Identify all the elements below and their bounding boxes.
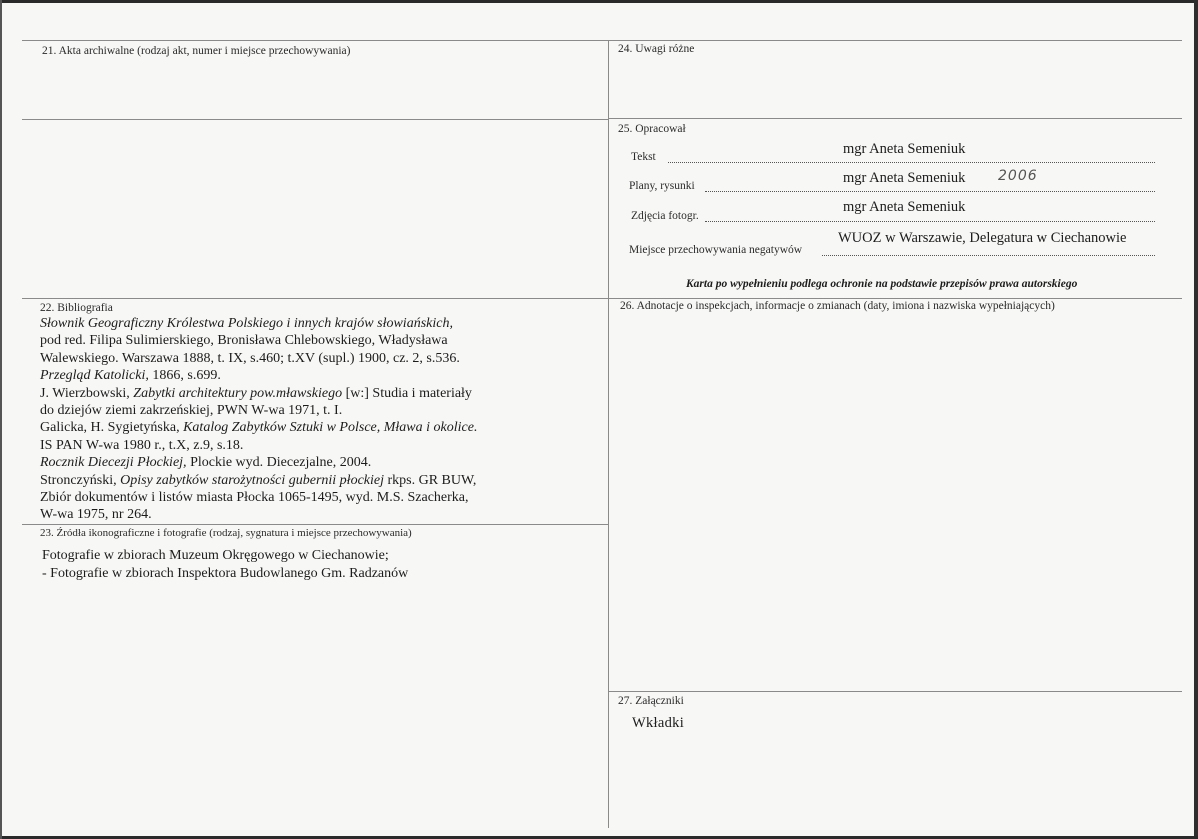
author-photos-label: Zdjęcia fotogr. (631, 210, 699, 222)
author-plans-label: Plany, rysunki (629, 180, 695, 192)
section-21-label: 21. Akta archiwalne (rodzaj akt, numer i miejsce przechowywania) (42, 45, 351, 57)
bib-rest: [w:] Studia i materiały (342, 385, 472, 401)
scan-edge-right (1194, 0, 1198, 839)
bibliography-line (40, 332, 600, 349)
bibliography-line (40, 367, 600, 384)
rule-left-23 (22, 524, 608, 525)
rule-right-25 (608, 298, 1182, 299)
bibliography-line (40, 472, 600, 489)
section-25-label: 25. Opracował (618, 123, 686, 135)
iconography-line: Fotografie w zbiorach Muzeum Okręgowego w Ciechanowie; (42, 548, 389, 563)
section-22-label: 22. Bibliografia (40, 302, 113, 314)
bib-italic: Zabytki architektury pow.mławskiego (133, 385, 343, 401)
rule-top (22, 40, 1182, 41)
section-24-label: 24. Uwagi różne (618, 43, 695, 55)
copyright-note: Karta po wypełnieniu podlega ochronie na podstawie przepisów prawa autorskiego (686, 278, 1078, 290)
section-23-label: 23. Źródła ikonograficzne i fotografie (rodzaj, sygnatura i miejsce przechowywania) (40, 527, 412, 539)
author-photos-value: mgr Aneta Semeniuk (843, 199, 966, 215)
bib-italic: Przegląd Katolicki, (40, 368, 149, 384)
scan-edge-top (0, 0, 1198, 3)
attachments-value: Wkładki (632, 715, 685, 731)
negatives-location-label: Miejsce przechowywania negatywów (629, 244, 803, 256)
bib-pre: Galicka, H. Sygietyńska, (40, 420, 184, 436)
bib-italic: Opisy zabytków starożytności gubernii płockiej (120, 472, 384, 488)
iconography-list (42, 547, 408, 583)
bibliography-line (40, 315, 600, 332)
bib-rest: W-wa 1975, nr 264. (40, 507, 152, 523)
bibliography-line (40, 419, 600, 436)
bibliography-line (40, 402, 600, 419)
bib-rest: Walewskiego. Warszawa 1888, t. IX, s.460; t.XV (supl.) 1900, cz. 2, s.536. (40, 350, 460, 366)
bibliography-line (40, 385, 600, 402)
rule-right-27 (608, 691, 1182, 692)
bibliography-line (40, 506, 600, 523)
bib-rest: pod red. Filipa Sulimierskiego, Bronisława Chlebowskiego, Władysława (40, 333, 448, 349)
bib-rest: 1866, s.699. (148, 368, 221, 384)
iconography-line: - Fotografie w zbiorach Inspektora Budowlanego Gm. Radzanów (42, 566, 409, 581)
bib-italic: Rocznik Diecezji Płockiej, (40, 455, 187, 471)
bibliography-line (40, 489, 600, 506)
bibliography-list (40, 315, 600, 524)
author-plans-dots (705, 191, 1155, 192)
section-27-label: 27. Załączniki (618, 695, 684, 707)
rule-left-22 (22, 298, 608, 299)
author-text-value: mgr Aneta Semeniuk (843, 141, 966, 157)
author-photos-dots (705, 221, 1155, 222)
author-text-dots (668, 162, 1155, 163)
author-plans-value: mgr Aneta Semeniuk (843, 170, 966, 186)
author-text-label: Tekst (631, 151, 656, 163)
rule-left-21 (22, 119, 608, 120)
rule-center (608, 40, 609, 828)
bib-rest: Plockie wyd. Diecezjalne, 2004. (186, 455, 372, 471)
bibliography-line (40, 454, 600, 471)
negatives-location-dots (822, 255, 1155, 256)
bib-pre: Stronczyński, (40, 472, 121, 488)
bib-rest: rkps. GR BUW, (384, 472, 477, 488)
handwritten-year: 2006 (998, 168, 1038, 184)
bib-italic: Słownik Geograficzny Królestwa Polskiego i innych krajów słowiańskich, (40, 316, 453, 331)
bib-italic: Katalog Zabytków Sztuki w Polsce, Mława i okolice. (183, 420, 478, 436)
bibliography-line (40, 350, 600, 367)
scan-edge-left (0, 0, 2, 839)
bib-pre: J. Wierzbowski, (40, 385, 134, 401)
negatives-location-value: WUOZ w Warszawie, Delegatura w Ciechanowie (838, 230, 1127, 246)
bibliography-line (40, 437, 600, 454)
bib-rest: do dziejów ziemi zakrzeńskiej, PWN W-wa 1971, t. I. (40, 403, 343, 419)
section-26-label: 26. Adnotacje o inspekcjach, informacje o zmianach (daty, imiona i nazwiska wypełniających) (620, 300, 1055, 312)
bib-rest: Zbiór dokumentów i listów miasta Płocka 1065-1495, wyd. M.S. Szacherka, (40, 490, 469, 506)
rule-right-24 (608, 118, 1182, 119)
bib-rest: IS PAN W-wa 1980 r., t.X, z.9, s.18. (40, 437, 244, 453)
